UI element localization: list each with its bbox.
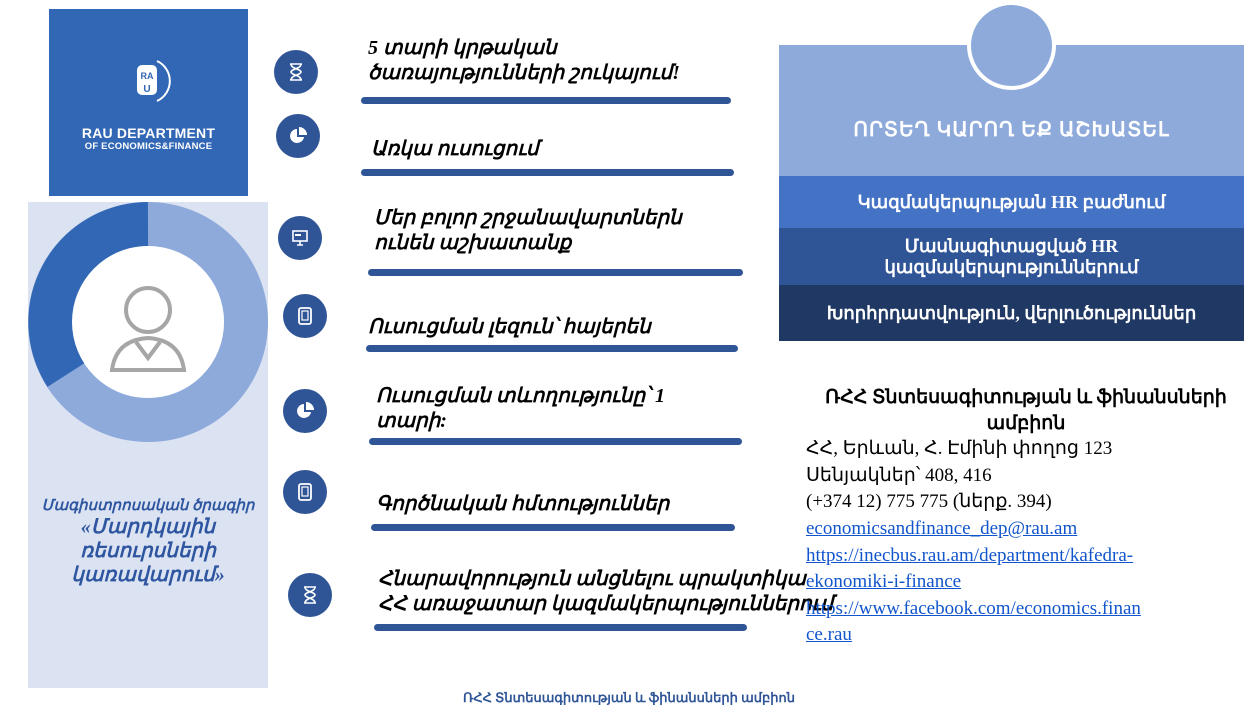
facebook-link-part2[interactable]: ce.rau bbox=[806, 624, 852, 646]
feature-text-line: Առկա ուսուցում bbox=[371, 138, 539, 160]
contact-block bbox=[806, 385, 1246, 649]
rau-emblem-icon bbox=[127, 57, 171, 105]
contact-heading: ՌՀՀ Տնտեսագիտության և ֆինանսների ամբիոն bbox=[825, 387, 1227, 434]
program-donut bbox=[28, 202, 268, 442]
facebook-link-part1[interactable]: https://www.facebook.com/economics.finan bbox=[806, 597, 1141, 619]
work-area-hr-organizations: Մասնագիտացված HR կազմակերպություններում bbox=[779, 228, 1244, 285]
program-type: Մագիստրոսական ծրագիր bbox=[41, 498, 255, 514]
work-area-hr-department: Կազմակերպության HR բաժնում bbox=[779, 176, 1244, 228]
contact-address: ՀՀ, Երևան, Հ. Էմինի փողոց 123 bbox=[806, 438, 1113, 460]
feature-text-line: Ուսուցման լեզուն՝ հայերեն bbox=[368, 316, 651, 338]
program-caption bbox=[28, 496, 268, 587]
feature-underline bbox=[361, 169, 734, 176]
feature-underline bbox=[371, 524, 735, 531]
website-link-part1[interactable]: https://inecbus.rau.am/department/kafedra- bbox=[806, 544, 1134, 566]
feature-underline bbox=[369, 438, 742, 445]
feature-text bbox=[368, 315, 651, 340]
department-logo bbox=[49, 9, 248, 196]
logo-title: RAU DEPARTMENT bbox=[81, 125, 216, 141]
feature-underline bbox=[366, 345, 738, 352]
presentation-icon bbox=[278, 216, 322, 260]
website-link-part2[interactable]: ekonomiki-i-finance bbox=[806, 571, 962, 593]
feature-text-line: 5 տարի կրթական bbox=[368, 37, 557, 59]
contact-rooms: Սենյակներ՝ 408, 416 bbox=[806, 464, 992, 486]
pie-chart-icon bbox=[283, 389, 327, 433]
feature-text bbox=[378, 567, 833, 617]
feature-text bbox=[371, 137, 539, 162]
feature-text-line: Գործնական հմտություններ bbox=[376, 493, 670, 515]
hourglass-icon bbox=[274, 50, 318, 94]
tablet-icon bbox=[283, 470, 327, 514]
contact-phone: (+374 12) 775 775 (ներք. 394) bbox=[806, 491, 1052, 513]
pie-chart-icon bbox=[276, 114, 320, 158]
footer-text: ՌՀՀ Տնտեսագիտության և ֆինանսների ամբիոն bbox=[463, 690, 795, 705]
feature-text-line: Մեր բոլոր շրջանավարտներն bbox=[374, 207, 682, 229]
feature-underline bbox=[374, 624, 747, 631]
decorative-circle bbox=[967, 1, 1056, 90]
work-area-consulting: Խորհրդատվություն, վերլուծություններ bbox=[779, 285, 1244, 341]
feature-text-line: ծառայությունների շուկայում! bbox=[368, 62, 680, 84]
email-link[interactable]: economicsandfinance_dep@rau.am bbox=[806, 518, 1078, 540]
feature-text-line: Ուսուցման տևողությունը՝ 1 bbox=[376, 385, 665, 407]
feature-text bbox=[376, 384, 665, 434]
hourglass-icon bbox=[288, 573, 332, 617]
svg-text:RA: RA bbox=[140, 71, 154, 81]
feature-underline bbox=[361, 97, 731, 104]
work-areas-title: ՈՐՏԵՂ ԿԱՐՈՂ ԵՔ ԱՇԽԱՏԵԼ bbox=[853, 119, 1170, 141]
feature-text-line: ունեն աշխատանք bbox=[374, 232, 572, 254]
feature-text bbox=[376, 492, 669, 517]
feature-text bbox=[374, 206, 682, 256]
svg-text:U: U bbox=[143, 84, 151, 95]
feature-text-line: տարի: bbox=[376, 410, 447, 432]
program-name: «Մարդկային ռեսուրսների կառավարում» bbox=[71, 516, 225, 587]
feature-text-line: Հնարավորություն անցնելու պրակտիկա bbox=[378, 568, 806, 590]
logo-subtitle: OF ECONOMICS&FINANCE bbox=[84, 141, 213, 152]
feature-underline bbox=[368, 269, 743, 276]
feature-text-line: ՀՀ առաջատար կազմակերպություններում bbox=[378, 593, 834, 615]
tablet-icon bbox=[283, 294, 327, 338]
feature-text bbox=[368, 36, 680, 86]
work-areas-box bbox=[779, 45, 1244, 341]
